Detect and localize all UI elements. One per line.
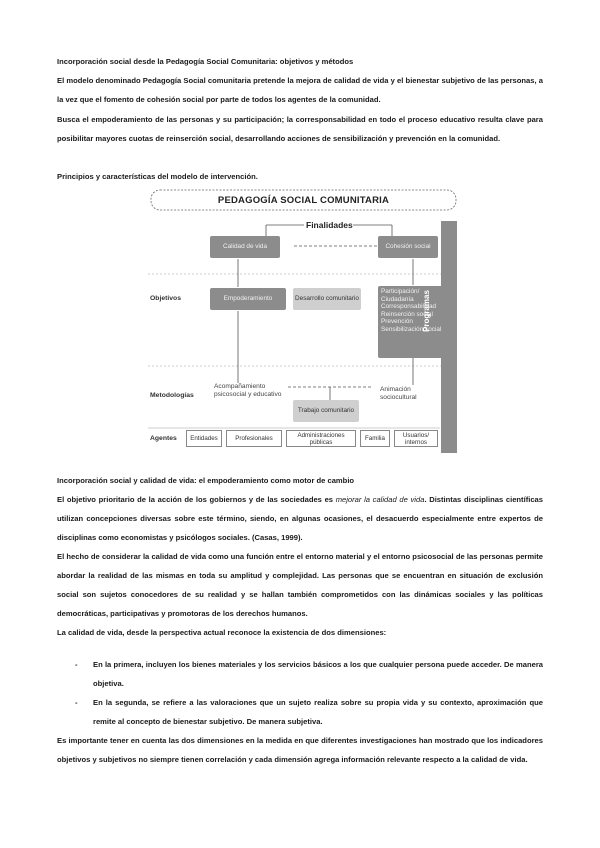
section-heading-principios: Principios y características del modelo de intervención. — [57, 172, 258, 181]
paragraph-conclusion: Es importante tener en cuenta las dos dimensiones en la medida en que diferentes investigaciones han mostrado que los indicadores objetivos y subjetivos no siempre tienen correlación y cada dimensión agrega información relevante respecto a la calidad de vida. — [57, 736, 543, 764]
trabajo-comunitario-box — [293, 400, 359, 422]
prevencion-item: Prevención — [381, 318, 413, 325]
animacion-text: Animación sociocultural — [380, 386, 417, 401]
sensibilizacion-item: Sensibilización social — [381, 325, 442, 333]
bullet-dash: - — [75, 660, 78, 669]
bullet-dimension-objetiva — [57, 655, 543, 695]
bullet-1-text: En la primera, incluyen los bienes materiales y los servicios básicos a los que cualquier persona puede acceder. De manera objetiva. — [93, 660, 543, 688]
metodologias-label: Metodologías — [150, 392, 194, 399]
agente-entidades: Entidades — [186, 430, 222, 447]
diagram-title: PEDAGOGÍA SOCIAL COMUNITARIA — [217, 195, 390, 206]
calidad-de-vida-box — [210, 236, 280, 258]
agentes-label: Agentes — [150, 435, 177, 442]
cohesion-social-box — [378, 236, 438, 258]
calidad-label: Calidad de vida — [222, 243, 268, 251]
paragraph-objetivo-prioritario — [57, 490, 543, 547]
acompanamiento-text: Acompañamiento psicosocial y educativo — [214, 383, 282, 398]
section-heading-empoderamiento: Incorporación social y calidad de vida: el empoderamiento como motor de cambio — [57, 476, 355, 485]
cohesion-label: Cohesión social — [385, 243, 431, 251]
bullet-dash: - — [75, 698, 78, 707]
p6-text-a: El objetivo prioritario de la acción de los gobiernos y de las sociedades es — [57, 495, 336, 504]
agente-administraciones: Administraciones públicas — [286, 430, 356, 447]
bullet-dimension-subjetiva — [57, 693, 543, 733]
empoderamiento-label: Empoderamiento — [223, 295, 273, 303]
section-heading-objetivos: Incorporación social desde la Pedagogía Social Comunitaria: objetivos y métodos — [57, 57, 354, 66]
bullet-2-text: En la segunda, se refiere a las valoraciones que un sujeto realiza sobre su propia vida y su contexto, aproximación que remite al concepto de bienestar subjetivo. De manera subjetiva. — [93, 698, 543, 726]
desarrollo-label: Desarrollo comunitario — [295, 295, 359, 303]
trabajo-label: Trabajo comunitario — [297, 407, 355, 415]
paragraph-dimensiones: La calidad de vida, desde la perspectiva actual reconoce la existencia de dos dimensiones: — [57, 628, 387, 637]
empoderamiento-box — [210, 288, 286, 310]
finalidades-label: Finalidades — [306, 220, 353, 230]
paragraph-modelo: El modelo denominado Pedagogía Social comunitaria pretende la mejora de calidad de vida y el bienestar subjetivo de las personas, a la vez que el fomento de cohesión social por parte de todos los agentes de la comunidad. — [57, 76, 543, 104]
corresponsabilidad-item: Corresponsabilidad — [381, 303, 437, 310]
participacion-box — [378, 286, 452, 358]
agente-familia: Familia — [360, 430, 390, 447]
pedagogia-diagram — [148, 188, 459, 457]
programas-label: Programas — [422, 290, 431, 332]
objetivos-label: Objetivos — [150, 295, 181, 302]
desarrollo-comunitario-box — [293, 288, 361, 310]
p6-text-b: . Distintas disciplinas científicas utilizan concepciones diversas sobre este término, siendo, en algunas ocasiones, el desacuerdo especialmente entre expertos de disciplinas como economistas y psicólogos sociales. (Casas, 1999). — [57, 495, 543, 542]
agente-usuarios: Usuarios/ internos — [394, 430, 438, 447]
paragraph-empoderamiento: Busca el empoderamiento de las personas y su participación; la corresponsabilidad en todo el proceso educativo resulta clave para posibilitar mayores cuotas de reinserción social, desarrollando acciones de sensibilización y prevención en la comunidad. — [57, 115, 543, 143]
p6-emphasis: mejorar la calidad de vida — [335, 495, 425, 504]
paragraph-calidad-funcion: El hecho de considerar la calidad de vida como una función entre el entorno material y el entorno psicosocial de las personas permite abordar la realidad de las mismas en toda su amplitud y complejidad. Las personas que se encuentran en situación de exclusión social son sujetos conocedores de su realidad y se hallan también comprometidos con las dinámicas sociales y las políticas democráticas, participativas y promotoras de los derechos humanos. — [57, 552, 543, 618]
reinsercion-item: Reinserción social — [381, 310, 433, 318]
participacion-item: Participación/ Ciudadanía — [381, 288, 420, 303]
agente-profesionales: Profesionales — [226, 430, 282, 447]
